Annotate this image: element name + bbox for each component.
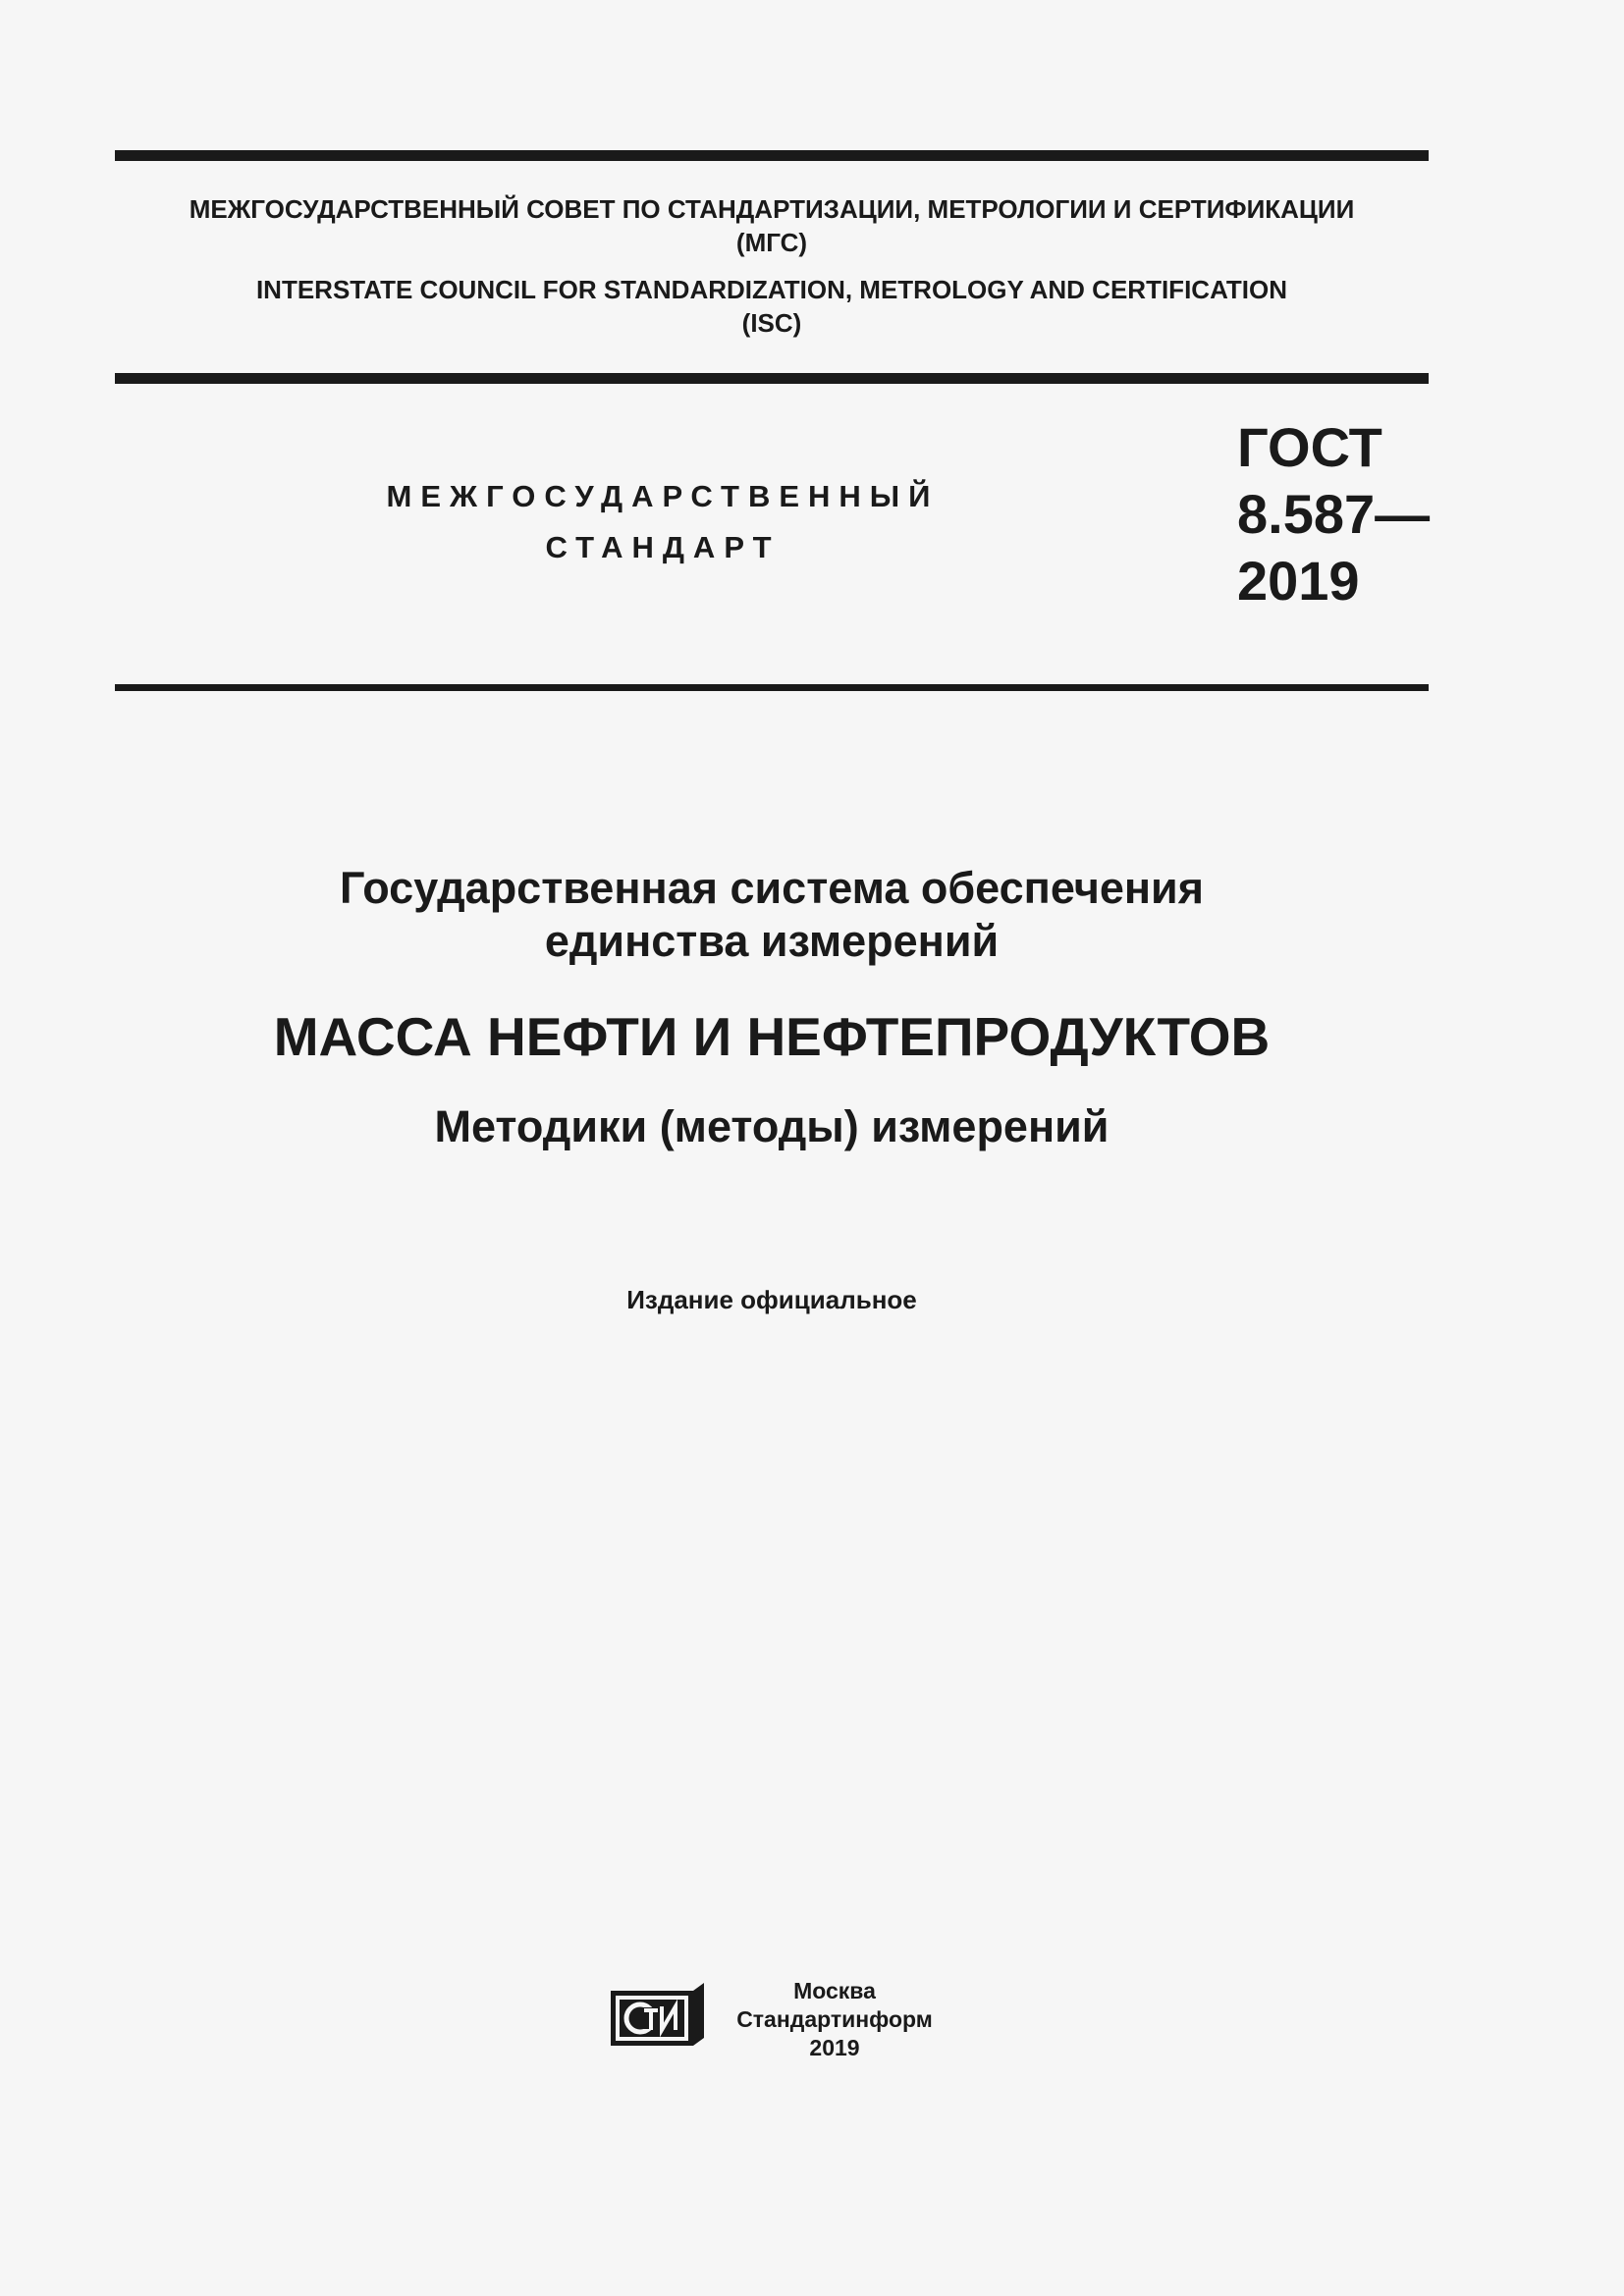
publisher-year: 2019 — [809, 2035, 860, 2060]
main-title: МАССА НЕФТИ И НЕФТЕПРОДУКТОВ — [273, 1006, 1271, 1067]
publisher-block — [707, 1977, 962, 2062]
council-header — [115, 192, 1429, 340]
system-title-line1: Государственная система обеспечения — [340, 863, 1204, 913]
publisher-name: Стандартинформ — [736, 2006, 933, 2032]
standartinform-logo-icon — [611, 1981, 704, 2050]
standard-kind — [373, 471, 952, 573]
publisher-city: Москва — [793, 1978, 876, 2003]
subtitle: Методики (методы) измерений — [434, 1101, 1110, 1151]
top-rule — [115, 150, 1429, 161]
gost-number: 8.587— — [1237, 483, 1431, 545]
standard-kind-line1: МЕЖГОСУДАРСТВЕННЫЙ — [386, 479, 940, 513]
council-abbr-ru: (МГС) — [735, 228, 808, 257]
council-abbr-en: (ISC) — [741, 308, 802, 338]
bottom-rule — [115, 684, 1429, 691]
standard-kind-line2: СТАНДАРТ — [545, 530, 781, 564]
middle-rule — [115, 373, 1429, 384]
council-name-en: INTERSTATE COUNCIL FOR STANDARDIZATION, METROLOGY AND CERTIFICATION — [255, 275, 1288, 304]
gost-designation — [1237, 414, 1430, 614]
system-title-line2: единства измерений — [544, 916, 1000, 966]
council-name-ru: МЕЖГОСУДАРСТВЕННЫЙ СОВЕТ ПО СТАНДАРТИЗАЦИИ, МЕТРОЛОГИИ И СЕРТИФИКАЦИИ — [189, 194, 1355, 224]
system-title — [115, 862, 1429, 968]
gost-label: ГОСТ — [1237, 416, 1382, 478]
edition-note: Издание официальное — [626, 1285, 917, 1314]
gost-year: 2019 — [1237, 550, 1360, 612]
